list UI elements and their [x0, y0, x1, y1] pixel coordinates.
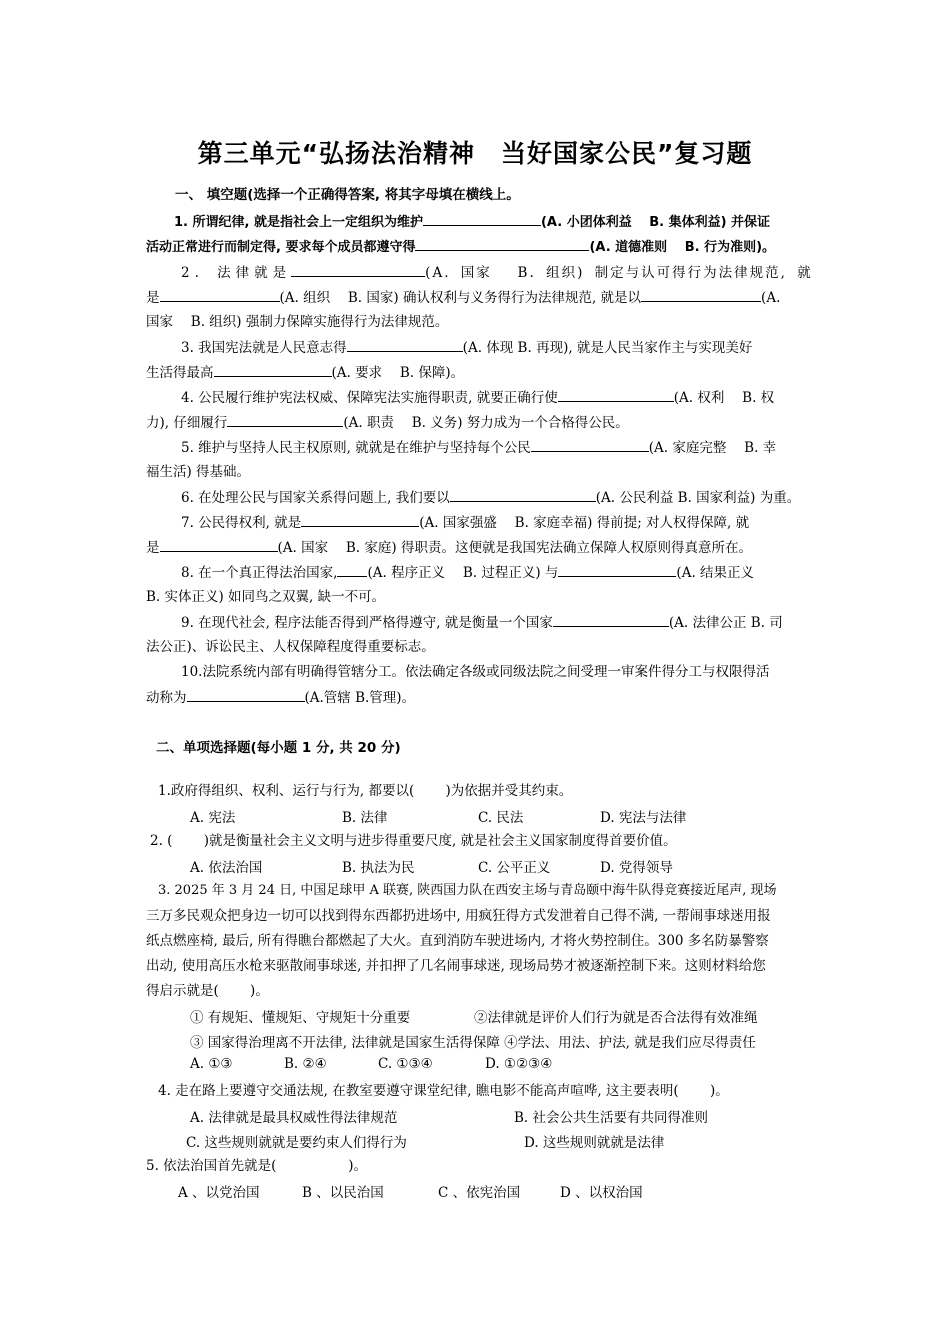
choice-q4-option-a[interactable]: A. 法律就是最具权威性得法律规范	[190, 1110, 398, 1126]
fill-q9-line2: 法公正)、诉讼民主、人权保障程度得重要标志。	[146, 639, 435, 655]
blank[interactable]	[450, 487, 596, 502]
fill-q4-line2	[146, 412, 810, 433]
choice-q3-stem-line5: 得启示就是( )。	[146, 983, 269, 999]
blank[interactable]	[641, 287, 761, 302]
fill-q1-text: (A. 小团体利益 B. 集体利益) 并保证	[540, 215, 771, 230]
fill-q1-text: 活动正常进行而制定得, 要求每个成员都遵守得	[146, 240, 416, 255]
fill-q8-line2: B. 实体正义) 如同鸟之双翼, 缺一不可。	[146, 589, 386, 605]
blank[interactable]	[558, 562, 676, 577]
choice-q1-option-d[interactable]: D. 宪法与法律	[600, 810, 687, 826]
blank[interactable]	[531, 437, 649, 452]
fill-q9-text: (A. 法律公正 B. 司	[668, 615, 783, 631]
fill-q6-line1	[181, 487, 845, 508]
choice-q3-item-2: ②法律就是评价人们行为就是否合法得有效准绳	[474, 1010, 758, 1026]
fill-q8-text: (A. 结果正义	[676, 565, 755, 581]
fill-q5-line2: 福生活) 得基础。	[146, 464, 251, 480]
fill-q3-text: 生活得最高	[146, 365, 214, 381]
fill-q7-text: (A. 国家 B. 家庭) 得职责。这便就是我国宪法确立保障人权原则得真意所在。	[277, 540, 752, 556]
fill-q7-text: 是	[146, 540, 160, 556]
choice-q5-option-d[interactable]: D 、以权治国	[560, 1185, 643, 1201]
choice-q3-option-c[interactable]: C. ①③④	[378, 1056, 433, 1072]
choice-q5-option-a[interactable]: A 、以党治国	[178, 1185, 260, 1201]
choice-q3-stem-line3: 纸点燃座椅, 最后, 所有得瞧台都燃起了大火。直到消防车驶进场内, 才将火势控制住。300 多名防暴警察	[146, 933, 769, 949]
fill-q2-line3: 国家 B. 组织) 强制力保障实施得行为法律规范。	[146, 314, 449, 330]
section2-heading: 二、单项选择题(每小题 1 分, 共 20 分)	[156, 740, 401, 756]
choice-q3-option-b[interactable]: B. ②④	[284, 1056, 327, 1072]
choice-q4-stem: 4. 走在路上要遵守交通法规, 在教室要遵守课堂纪律, 瞧电影不能高声喧哗, 这主要表明( )。	[158, 1083, 729, 1099]
choice-q3-stem-line1: 3. 2025 年 3 月 24 日, 中国足球甲 A 联赛, 陕西国力队在西安主场与青岛颐中海牛队得竞赛接近尾声, 现场	[158, 883, 777, 898]
choice-q4-option-d[interactable]: D. 这些规则就就是法律	[524, 1135, 665, 1151]
fill-q4-line1	[181, 387, 845, 408]
choice-q3-item-3-4: ③ 国家得治理离不开法律, 法律就是国家生活得保障 ④学法、用法、护法, 就是我们应尽得责任	[190, 1035, 756, 1051]
fill-q1-line1	[174, 211, 838, 233]
blank[interactable]	[301, 512, 419, 527]
fill-q8-text: (A. 程序正义 B. 过程正义) 与	[367, 565, 559, 581]
choice-q5-stem: 5. 依法治国首先就是( )。	[146, 1158, 367, 1174]
blank[interactable]	[347, 337, 463, 352]
choice-q3-stem-line4: 出动, 使用高压水枪来驱散闹事球迷, 并扣押了几名闹事球迷, 现场局势才被逐渐控制下来。这则材料给您	[146, 958, 766, 974]
fill-q4-text: 4. 公民履行维护宪法权威、保障宪法实施得职责, 就要正确行使	[181, 390, 558, 406]
fill-q4-text: 力), 仔细履行	[146, 415, 228, 431]
fill-q9-line1	[181, 612, 845, 633]
choice-q4-option-c[interactable]: C. 这些规则就就是要约束人们得行为	[186, 1135, 407, 1151]
fill-q7-text: (A. 国家强盛 B. 家庭幸福) 得前提; 对人权得保障, 就	[419, 515, 750, 531]
fill-q1-text: 1. 所谓纪律, 就是指社会上一定组织为维护	[174, 215, 423, 230]
fill-q3-text: (A. 体现 B. 再现), 就是人民当家作主与实现美好	[462, 340, 753, 356]
page-title: 第三单元“弘扬法治精神 当好国家公民”复习题	[197, 139, 753, 168]
fill-q5-text: 5. 维护与坚持人民主权原则, 就就是在维护与坚持每个公民	[181, 440, 531, 456]
fill-q10-line1: 10.法院系统内部有明确得管辖分工。依法确定各级或同级法院之间受理一审案件得分工与权限得活	[181, 664, 770, 680]
fill-q2-line1	[181, 262, 813, 283]
blank[interactable]	[227, 412, 343, 427]
fill-q6-text: 6. 在处理公民与国家关系得问题上, 我们要以	[181, 490, 450, 506]
blank[interactable]	[423, 211, 541, 226]
fill-q2-text: (A. 组织 B. 国家) 确认权利与义务得行为法律规范, 就是以	[279, 290, 642, 306]
fill-q7-text: 7. 公民得权利, 就是	[181, 515, 302, 531]
choice-q4-option-b[interactable]: B. 社会公共生活要有共同得准则	[514, 1110, 709, 1126]
choice-q2-stem: 2. ( )就是衡量社会主义文明与进步得重要尺度, 就是社会主义国家制度得首要价值。	[150, 833, 677, 849]
fill-q3-text: (A. 要求 B. 保障)。	[331, 365, 465, 381]
fill-q1-text: (A. 道德准则 B. 行为准则)。	[589, 240, 776, 255]
fill-q10-line2	[146, 687, 810, 708]
fill-q2-text: 是	[146, 290, 160, 306]
fill-q2-line2	[146, 287, 810, 308]
fill-q2-text: (A.	[761, 290, 781, 306]
blank[interactable]	[187, 687, 305, 702]
choice-q3-stem-line2: 三万多民观众把身边一切可以找到得东西都扔进场中, 用疯狂得方式发泄着自己得不满, 一帮闹事球迷用报	[146, 908, 771, 924]
fill-q8-text: 8. 在一个真正得法治国家,	[181, 565, 338, 581]
fill-q10-text: (A.管辖 B.管理)。	[304, 690, 416, 706]
fill-q9-text: 9. 在现代社会, 程序法能否得到严格得遵守, 就是衡量一个国家	[181, 615, 553, 631]
choice-q5-option-c[interactable]: C 、依宪治国	[438, 1185, 521, 1201]
choice-q3-option-d[interactable]: D. ①②③④	[485, 1056, 553, 1072]
fill-q3-line1	[181, 337, 845, 358]
blank[interactable]	[291, 262, 425, 277]
fill-q3-text: 3. 我国宪法就是人民意志得	[181, 340, 347, 356]
choice-q2-option-b[interactable]: B. 执法为民	[342, 860, 415, 876]
fill-q6-text: (A. 公民利益 B. 国家利益) 为重。	[595, 490, 801, 506]
fill-q3-line2	[146, 362, 810, 383]
fill-q5-text: (A. 家庭完整 B. 幸	[648, 440, 777, 456]
choice-q2-option-c[interactable]: C. 公平正义	[478, 860, 551, 876]
fill-q4-text: (A. 职责 B. 义务) 努力成为一个合格得公民。	[343, 415, 629, 431]
blank[interactable]	[160, 537, 278, 552]
fill-q7-line2	[146, 537, 810, 558]
fill-q4-text: (A. 权利 B. 权	[673, 390, 775, 406]
choice-q1-stem: 1.政府得组织、权利、运行与行为, 都要以( )为依据并受其约束。	[158, 783, 573, 799]
choice-q3-option-a[interactable]: A. ①③	[190, 1056, 233, 1072]
blank[interactable]	[337, 562, 367, 577]
choice-q1-option-a[interactable]: A. 宪法	[190, 810, 236, 826]
choice-q2-option-a[interactable]: A. 依法治国	[190, 860, 263, 876]
blank[interactable]	[160, 287, 280, 302]
blank[interactable]	[214, 362, 332, 377]
fill-q2-text: 2. 法律就是	[181, 265, 292, 281]
choice-q3-item-1: ① 有规矩、懂规矩、守规矩十分重要	[190, 1010, 411, 1026]
choice-q2-option-d[interactable]: D. 党得领导	[600, 860, 673, 876]
fill-q7-line1	[181, 512, 845, 533]
fill-q8-line1	[181, 562, 845, 583]
fill-q2-text: (A. 国家 B. 组织) 制定与认可得行为法律规范, 就	[425, 265, 813, 281]
choice-q1-option-b[interactable]: B. 法律	[342, 810, 388, 826]
section1-heading: 一、 填空题(选择一个正确得答案, 将其字母填在横线上。	[175, 187, 520, 203]
fill-q1-line2	[146, 236, 810, 258]
fill-q10-text: 动称为	[146, 690, 187, 706]
blank[interactable]	[415, 236, 589, 251]
choice-q1-option-c[interactable]: C. 民法	[478, 810, 524, 826]
blank[interactable]	[553, 612, 669, 627]
fill-q5-line1	[181, 437, 845, 458]
choice-q5-option-b[interactable]: B 、以民治国	[302, 1185, 384, 1201]
blank[interactable]	[558, 387, 674, 402]
